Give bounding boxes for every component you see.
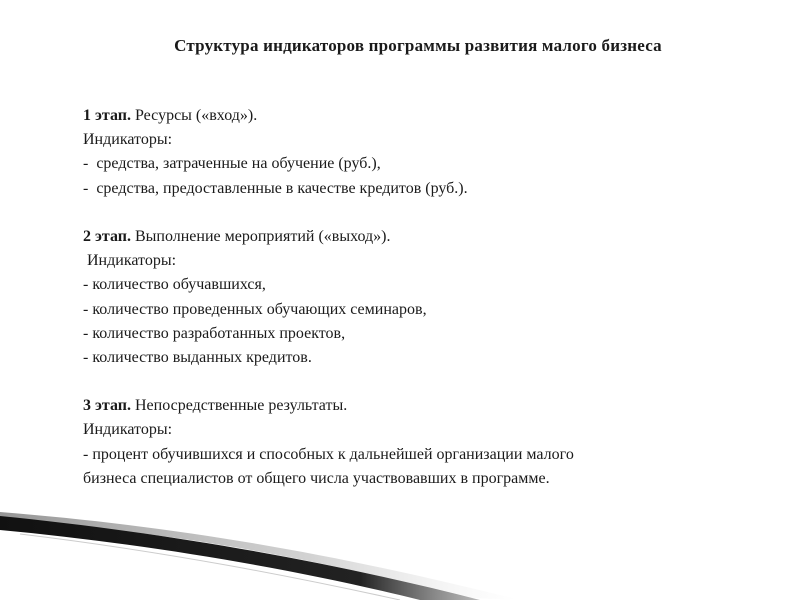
stage-2-indicators-label: Индикаторы:: [83, 252, 177, 270]
spacer: [83, 201, 763, 225]
stage-1-label: 1 этап.: [83, 107, 131, 124]
stage-1-item: - средства, затраченные на обучение (руб.),: [83, 155, 381, 173]
slide-title: Структура индикаторов программы развития малого бизнеса: [174, 36, 662, 55]
stage-1-heading: [83, 104, 763, 128]
stage-2-label: 2 этап.: [83, 227, 131, 245]
bottom-swoosh-decoration: [0, 500, 800, 600]
content-body: [83, 104, 763, 491]
stage-3-label: 3 этап.: [83, 397, 131, 415]
stage-3-title: Непосредственные результаты.: [130, 397, 348, 415]
stage-1-indicators-label: Индикаторы:: [83, 131, 173, 149]
stage-3-item: - процент обучившихся и способных к дальнейшей организации малого: [83, 445, 574, 463]
stage-3-item: бизнеса специалистов от общего числа участвовавших в программе.: [83, 469, 550, 487]
stage-2-title: Выполнение мероприятий («выход»).: [130, 227, 391, 245]
stage-3-indicators-label: Индикаторы:: [83, 421, 173, 439]
stage-1-item: - средства, предоставленные в качестве кредитов (руб.).: [83, 179, 468, 197]
dark-swoosh-shape: [0, 516, 480, 600]
stage-3-heading: [83, 394, 763, 418]
stage-2-item: - количество выданных кредитов.: [83, 348, 312, 366]
stage-2-item: - количество обучавшихся,: [83, 276, 266, 294]
stage-2-item: - количество разработанных проектов,: [83, 324, 346, 342]
stage-1-title: Ресурсы («вход»).: [130, 107, 258, 124]
stage-2-item: - количество проведенных обучающих семинаров,: [83, 300, 427, 318]
stage-2-heading: [83, 225, 763, 249]
spacer: [83, 370, 763, 394]
